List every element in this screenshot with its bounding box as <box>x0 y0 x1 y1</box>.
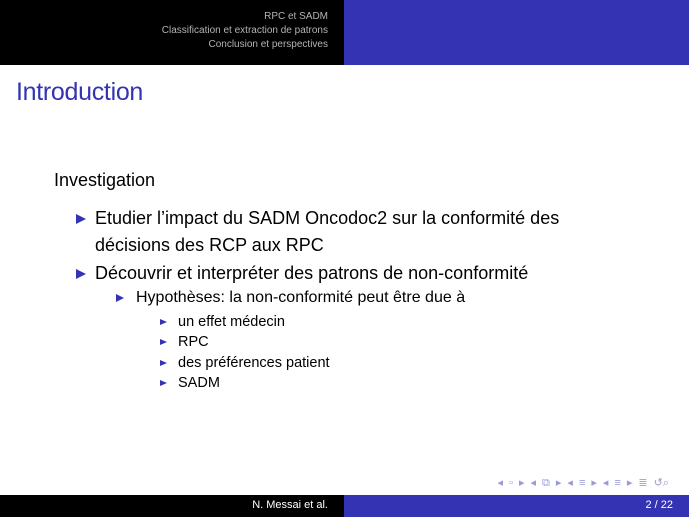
footer-author-panel <box>0 495 344 517</box>
navigation-symbols <box>498 478 669 489</box>
bullet-text <box>178 332 209 352</box>
nav-prev-subsection-icon[interactable]: ◂ <box>530 477 537 489</box>
block-title: Investigation <box>54 170 156 190</box>
bullet-text-line: RPC <box>178 334 209 350</box>
nav-doc-icon[interactable]: ≡ <box>614 477 621 489</box>
nav-next-doc-icon[interactable]: ▸ <box>626 477 633 489</box>
nav-subsection-icon[interactable]: ⧉ <box>542 477 550 489</box>
nav-next-section-icon[interactable]: ▸ <box>591 477 597 489</box>
bullet-triangle-icon <box>76 269 86 279</box>
bullet-triangle-icon <box>160 339 167 345</box>
section-link-conclusion[interactable]: Conclusion et perspectives <box>208 39 328 50</box>
bullet-text-line: Etudier l’impact du SADM Oncodoc2 sur la conformité des <box>95 208 560 228</box>
frame-title: Introduction <box>16 78 144 106</box>
section-link-rpc-sadm[interactable]: RPC et SADM <box>264 11 328 22</box>
header-section-panel <box>0 0 344 65</box>
nav-next-frame-icon[interactable]: ▸ <box>518 477 525 489</box>
bullet-text-line: Hypothèses: la non-conformité peut être due à <box>136 289 466 306</box>
header-subsection-panel <box>344 0 689 65</box>
bullet-triangle-icon <box>160 319 167 325</box>
header-bar <box>0 0 689 65</box>
bullet-text <box>178 353 330 373</box>
bullet-text-line: décisions des RCP aux RPC <box>95 235 324 255</box>
bullet-text <box>136 287 465 308</box>
bullet-text-line: des préférences patient <box>178 355 330 371</box>
nav-next-subsection-icon[interactable]: ▸ <box>555 477 562 489</box>
nav-prev-doc-icon[interactable]: ◂ <box>602 477 609 489</box>
bullet-text-line: Découvrir et interpréter des patrons de non-conformité <box>95 263 529 283</box>
bullet-triangle-icon <box>76 214 86 224</box>
footer-author: N. Messai et al. <box>252 499 328 511</box>
bullet-triangle-icon <box>116 294 124 302</box>
bullet-text <box>178 373 220 393</box>
bullet-text <box>178 312 285 332</box>
bullet-text <box>95 205 559 259</box>
bullet-triangle-icon <box>160 360 167 366</box>
bullet-text <box>95 260 528 287</box>
bullet-text-line: SADM <box>178 375 220 391</box>
nav-search-icon[interactable]: ↺⌕ <box>653 477 669 489</box>
bullet-triangle-icon <box>160 380 167 386</box>
bullet-text-line: un effet médecin <box>178 314 285 330</box>
nav-appendix-icon[interactable]: ≣ <box>638 477 648 489</box>
page-number: 2 / 22 <box>645 499 673 511</box>
footer-bar <box>0 495 689 517</box>
nav-section-icon[interactable]: ≡ <box>578 477 586 489</box>
nav-frame-icon[interactable]: ▫ <box>509 477 513 489</box>
section-navigation <box>162 10 328 52</box>
section-link-classification[interactable]: Classification et extraction de patrons <box>161 25 328 36</box>
nav-prev-frame-icon[interactable]: ◂ <box>497 477 504 489</box>
footer-page-panel <box>344 495 689 517</box>
nav-prev-section-icon[interactable]: ◂ <box>567 477 573 489</box>
